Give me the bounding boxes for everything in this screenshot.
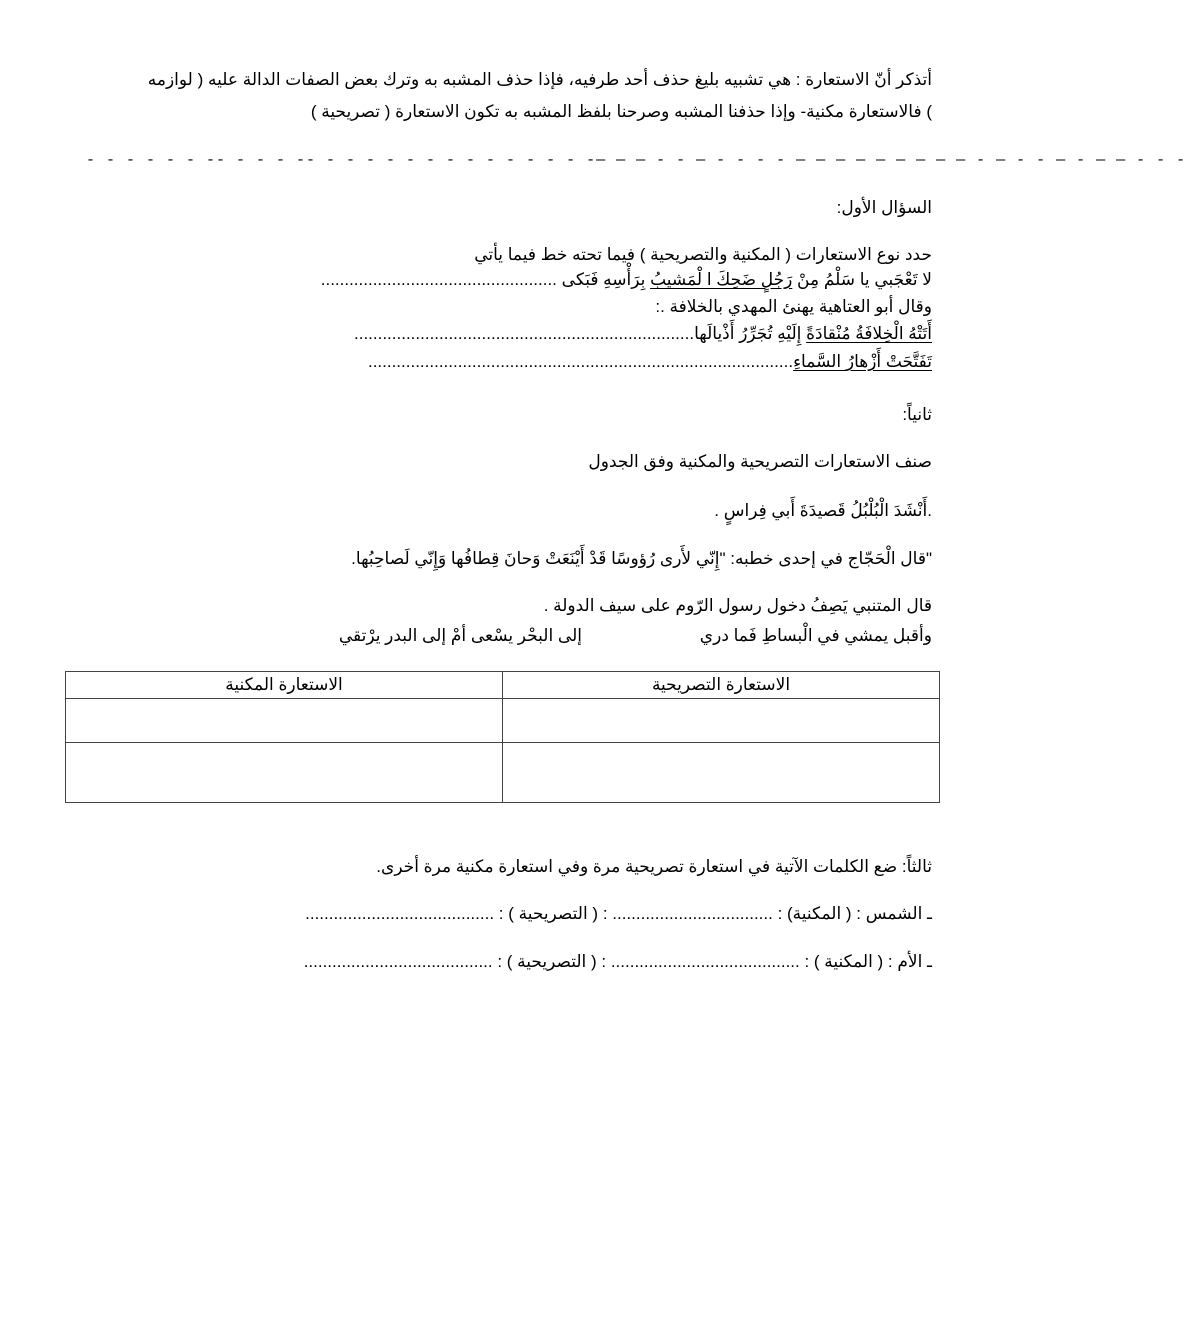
q1-s4-underlined: تَفَتَّحَتْ أَزْهارُ — [845, 352, 932, 371]
q3-title: ثالثاً: ضع الكلمات الآتية في استعارة تصريحية مرة وفي استعارة مكنية مرة أخرى. — [376, 857, 932, 876]
answer-cell[interactable] — [66, 699, 503, 743]
q2-instruction: صنف الاستعارات التصريحية والمكنية وفق الجدول — [588, 452, 932, 471]
q3-line-sun: ـ الشمس : ( المكنية) : .................................. : ( التصريحية ) : ........................................ — [305, 904, 932, 923]
q1-sentence-1 — [321, 268, 932, 292]
q1-s3-answer-dots: ........................................................................ — [354, 324, 695, 343]
q1-sentence-4 — [368, 350, 932, 374]
column-header-implicit: الاستعارة المكنية — [66, 672, 503, 699]
answer-cell[interactable] — [503, 699, 940, 743]
verse-first-hemistich: وأقبل يمشي في الْبساطِ فَما دري — [699, 626, 932, 645]
q2-sentence-3: قال المتنبي يَصِفُ دخول رسول الرّوم على سيف الدولة . — [543, 596, 932, 615]
q1-s3-underlined: أَتَتْهُ الْخِلافَةُ مُنْقادَةً — [806, 324, 932, 343]
intro-line-2: ) فالاستعارة مكنية- وإذا حذفنا المشبه وصرحنا بلفظ المشبه به تكون الاستعارة ( تصريحية ) — [310, 102, 932, 121]
q1-s3-after: إِلَيْهِ تُجَرِّرُ أَذْيالَها — [694, 324, 807, 343]
answer-cell[interactable] — [503, 743, 940, 803]
q1-title: السؤال الأول: — [836, 198, 932, 217]
q1-sentence-2: وقال أبو العتاهية يهنئ المهدي بالخلافة .: — [655, 297, 932, 316]
q1-s1-before: لا تَعْجَبي يا سَلْمُ مِنْ — [792, 270, 932, 289]
dashed-separator: - - - - - - -- - - - -- - - - - - - - - - - - - - -— — — - - — - - - - — — — — — — — — — - — - - — - — — - - - — [86, 152, 1186, 169]
intro-line-1: أتذكر أنّ الاستعارة : هي تشبيه بليغ حذف أحد طرفيه، فإذا حذف المشبه به وترك بعض الصفات الدالة عليه ( لوازمه — [147, 70, 932, 89]
q1-instruction: حدد نوع الاستعارات ( المكنية والتصريحية ) فيما تحته خط فيما يأتي — [474, 245, 932, 264]
q1-s1-answer-dots: .................................................. — [320, 270, 557, 289]
classification-table — [65, 671, 940, 803]
answer-cell[interactable] — [66, 743, 503, 803]
column-header-explicit: الاستعارة التصريحية — [503, 672, 940, 699]
q2-sentence-1: .أَنْشَدَ الْبُلْبُلُ قَصيدَةَ أَبي فِراسٍ . — [714, 501, 932, 520]
q1-s4-after: السَّماءِ — [793, 352, 846, 371]
q1-s1-after: بِرَأْسِهِ فَبَكى — [556, 270, 651, 289]
q1-sentence-3 — [354, 322, 932, 346]
verse-second-hemistich: إلى البحْر يسْعى أمْ إلى البدر يرْتقي — [338, 626, 582, 645]
q1-s4-answer-dots: .......................................................................................... — [367, 352, 794, 371]
q2-title: ثانياً: — [902, 405, 932, 424]
q2-sentence-2: "قال الْحَجّاج في إحدى خطبه: "إِنّي لأَرى رُؤوسًا قَدْ أَيْنَعَتْ وَحانَ قِطافُها وَإِنّي لَصاحِبُها. — [351, 549, 932, 568]
q1-s1-underlined: رَجُلٍ ضَحِكَ ا لْمَشيبُ — [650, 270, 793, 289]
q3-line-mother: ـ الأم : ( المكنية ) : ........................................ : ( التصريحية ) : ........................................ — [303, 952, 932, 971]
